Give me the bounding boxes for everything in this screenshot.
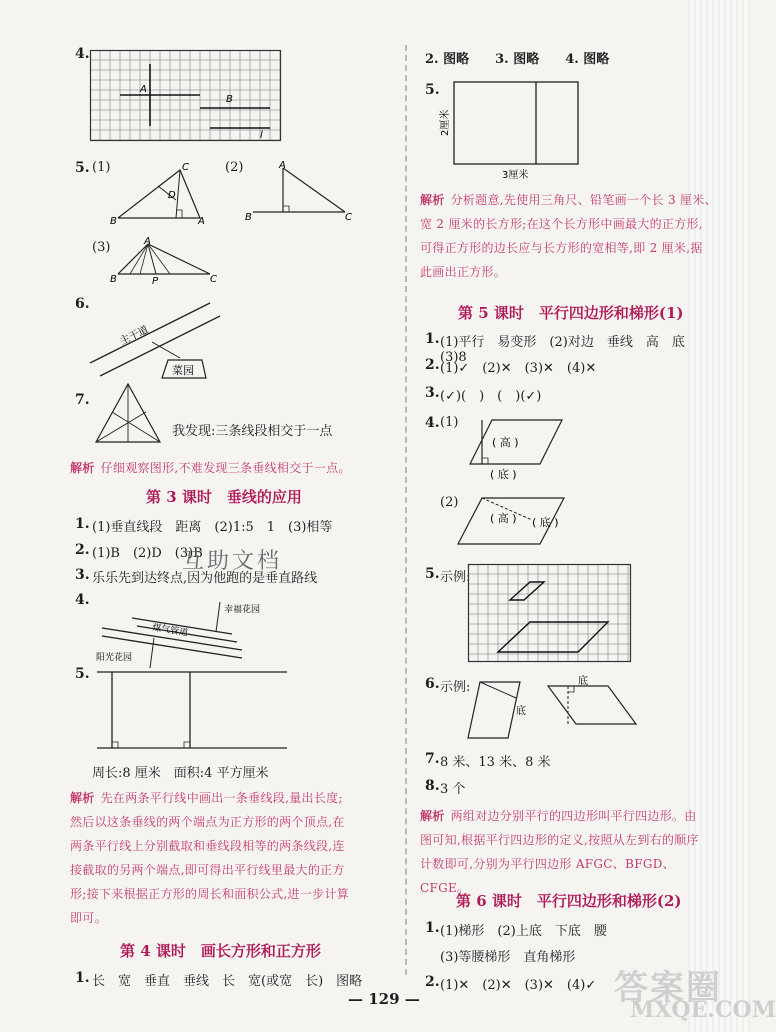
q6-road-figure bbox=[90, 298, 280, 383]
lesson3-title: 第 3 课时 垂线的应用 bbox=[146, 488, 302, 506]
lesson4-title: 第 4 课时 画长方形和正方形 bbox=[120, 942, 321, 960]
l5-q4-part2: (2) bbox=[440, 495, 459, 510]
logo-watermark-url: MXQE.COM bbox=[630, 997, 776, 1023]
q7-finding: 我发现:三条线段相交于一点 bbox=[172, 424, 333, 439]
q5-fig3-label-c: C bbox=[210, 274, 217, 285]
l5-q4-high1: ( 高 ) bbox=[492, 436, 519, 449]
l3-q3-answer: 乐乐先到达终点,因为他跑的是垂直路线 bbox=[92, 571, 318, 586]
lesson6-title: 第 6 课时 平行四边形和梯形(2) bbox=[456, 892, 682, 910]
r-q5-side-label: 2厘米 bbox=[440, 109, 451, 136]
note1-text: 仔细观察图形,不难发现三条垂线相交于一点。 bbox=[100, 461, 351, 475]
l5-q8-number: 8. bbox=[425, 778, 440, 794]
r-note1-line: 可得正方形的边长应与长方形的宽相等,即 2 厘米,据 bbox=[420, 241, 703, 255]
note2-line: 先在两条平行线中画出一条垂线段,量出长度; bbox=[100, 791, 343, 805]
l6-q1-answer-cont: (3)等腰梯形 直角梯形 bbox=[440, 950, 576, 965]
note2-line: 接截取的另两个端点,即可得出平行线里最大的正方 bbox=[70, 863, 345, 877]
l5-q1-answer: (1)平行 易变形 (2)对边 垂线 高 底 (3)8 bbox=[440, 335, 698, 365]
q5-number: 5. bbox=[75, 160, 90, 176]
l6-q1-number: 1. bbox=[425, 920, 440, 936]
l5-q5-label: 示例: bbox=[440, 570, 471, 585]
note1-tag: 解析 bbox=[70, 461, 95, 475]
q5-fig1-label-c: C bbox=[182, 162, 189, 173]
column-divider bbox=[405, 45, 407, 975]
l3-q2-answer: (1)B (2)D (3)B bbox=[92, 546, 203, 561]
q5-part1: (1) bbox=[92, 160, 111, 175]
q5-part3: (3) bbox=[92, 240, 111, 255]
r-note1-analysis bbox=[420, 188, 720, 284]
q5-fig1 bbox=[110, 160, 210, 225]
note2-tag: 解析 bbox=[70, 791, 95, 805]
l3-q1-answer: (1)垂直线段 距离 (2)1:5 1 (3)相等 bbox=[92, 520, 333, 535]
l5-q6-base1: 底 bbox=[516, 706, 526, 717]
q6-number: 6. bbox=[75, 296, 90, 312]
l3-q3-number: 3. bbox=[75, 567, 90, 583]
r-note1-tag: 解析 bbox=[420, 193, 445, 207]
l6-q1-answer: (1)梯形 (2)上底 下底 腰 bbox=[440, 924, 607, 939]
note1-analysis bbox=[70, 456, 400, 480]
l5-q1-number: 1. bbox=[425, 331, 440, 347]
q5-fig2 bbox=[245, 160, 360, 225]
q5-fig2-label-b: B bbox=[245, 212, 252, 223]
l5-q2-number: 2. bbox=[425, 357, 440, 373]
q5-fig3-label-b: B bbox=[110, 274, 117, 285]
q5-fig3-label-p: P bbox=[152, 276, 159, 287]
q7-number: 7. bbox=[75, 392, 90, 408]
q5-fig1-label-d: D bbox=[168, 190, 176, 201]
l5-q4-high2: ( 高 ) bbox=[490, 512, 517, 525]
r-note2-tag: 解析 bbox=[420, 809, 445, 823]
l4-q1-answer: 长 宽 垂直 垂线 长 宽(或宽 长) 图略 bbox=[92, 974, 363, 989]
l5-q6-para2 bbox=[540, 674, 650, 734]
l5-q7-number: 7. bbox=[425, 751, 440, 767]
q7-triangle-figure bbox=[90, 380, 165, 450]
q6-road-label: 主干道 bbox=[118, 324, 151, 348]
l5-q4-para2 bbox=[452, 492, 572, 552]
q5-fig3-label-a: A bbox=[144, 236, 151, 247]
l5-q7-answer: 8 米、13 米、8 米 bbox=[440, 755, 551, 770]
lesson5-title: 第 5 课时 平行四边形和梯形(1) bbox=[458, 304, 684, 322]
q4-grid-figure bbox=[90, 50, 282, 142]
l5-q4-number: 4. bbox=[425, 415, 440, 431]
l5-q6-number: 6. bbox=[425, 676, 440, 692]
l5-q2-answer: (1)✓ (2)✕ (3)✕ (4)✕ bbox=[440, 361, 597, 376]
l5-q4-para1 bbox=[452, 412, 572, 481]
r-note1-line: 此画出正方形。 bbox=[420, 265, 507, 279]
r-note2-line: 两组对边分别平行的四边形叫平行四边形。由 bbox=[450, 809, 697, 823]
note2-line: 即可。 bbox=[70, 911, 107, 925]
l3-q4-number: 4. bbox=[75, 592, 90, 608]
r-q5-bottom-label: 3厘米 bbox=[502, 170, 529, 181]
r-q5-number: 5. bbox=[425, 82, 440, 98]
l5-q6-para1 bbox=[460, 676, 530, 746]
l6-q2-number: 2. bbox=[425, 974, 440, 990]
logo-watermark: 答案圈 bbox=[614, 968, 722, 1008]
q4-label-a: A bbox=[140, 84, 147, 95]
l3-q4-label-pipe: 煤气管道 bbox=[151, 623, 189, 639]
r-note2-analysis bbox=[420, 804, 720, 900]
q4-label-l: l bbox=[260, 130, 263, 141]
l3-q4-label-left: 阳光花园 bbox=[96, 653, 133, 663]
l4-q1-number: 1. bbox=[75, 970, 90, 986]
q5-fig2-label-c: C bbox=[345, 212, 352, 223]
r-note2-line: 图可知,根据平行四边形的定义,按照从左到右的顺序 bbox=[420, 833, 699, 847]
q5-part2: (2) bbox=[225, 160, 244, 175]
q4-label-b: B bbox=[226, 94, 233, 105]
l5-q5-grid-figure bbox=[468, 564, 633, 664]
r-q5-rect-figure bbox=[438, 78, 598, 182]
q5-fig1-label-b: B bbox=[110, 216, 117, 227]
note2-line: 两条平行线上分别截取和垂线段相等的两条线段,连 bbox=[70, 839, 345, 853]
q5-fig1-label-a: A bbox=[198, 216, 205, 227]
l3-q2-number: 2. bbox=[75, 542, 90, 558]
r-q2-4-answers: 2. 图略 3. 图略 4. 图略 bbox=[425, 52, 610, 67]
l5-q8-answer: 3 个 bbox=[440, 782, 466, 797]
l5-q3-answer: (✓)( ) ( )(✓) bbox=[440, 389, 542, 404]
l6-q2-answer: (1)✕ (2)✕ (3)✕ (4)✓ bbox=[440, 978, 597, 993]
l3-q5-answer: 周长:8 厘米 面积:4 平方厘米 bbox=[92, 766, 269, 781]
l5-q4-base1: ( 底 ) bbox=[490, 468, 517, 481]
l3-q4-figure bbox=[92, 588, 292, 668]
r-note1-line: 宽 2 厘米的长方形;在这个长方形中画最大的正方形, bbox=[420, 217, 703, 231]
q5-fig2-label-a: A bbox=[279, 160, 286, 171]
r-note1-line: 分析题意,先使用三角尺、铅笔画一个长 3 厘米、 bbox=[450, 193, 717, 207]
l3-q5-square-figure bbox=[92, 664, 292, 752]
l5-q3-number: 3. bbox=[425, 385, 440, 401]
q6-garden-label: 菜园 bbox=[172, 364, 194, 377]
l5-q6-label: 示例: bbox=[440, 680, 471, 695]
r-note2-line: 计数即可,分别为平行四边形 AFGC、BFGD、CFGE。 bbox=[420, 857, 675, 895]
note2-analysis bbox=[70, 786, 400, 930]
note2-line: 形;接下来根据正方形的周长和面积公式,进一步计算 bbox=[70, 887, 350, 901]
l3-q4-label-top: 幸福花园 bbox=[224, 605, 261, 615]
l3-q5-number: 5. bbox=[75, 666, 90, 682]
stamp-watermark: 互助文档 bbox=[182, 549, 283, 574]
l5-q4-part1: (1) bbox=[440, 415, 459, 430]
l5-q6-base2: 底 bbox=[578, 676, 588, 687]
q4-number: 4. bbox=[75, 46, 90, 62]
page-number: — 129 — bbox=[348, 990, 420, 1008]
l3-q1-number: 1. bbox=[75, 516, 90, 532]
l5-q5-number: 5. bbox=[425, 566, 440, 582]
note2-line: 然后以这条垂线的两个端点为正方形的两个顶点,在 bbox=[70, 815, 345, 829]
q5-fig3 bbox=[110, 238, 220, 288]
l5-q4-base2: ( 底 ) bbox=[532, 516, 559, 529]
